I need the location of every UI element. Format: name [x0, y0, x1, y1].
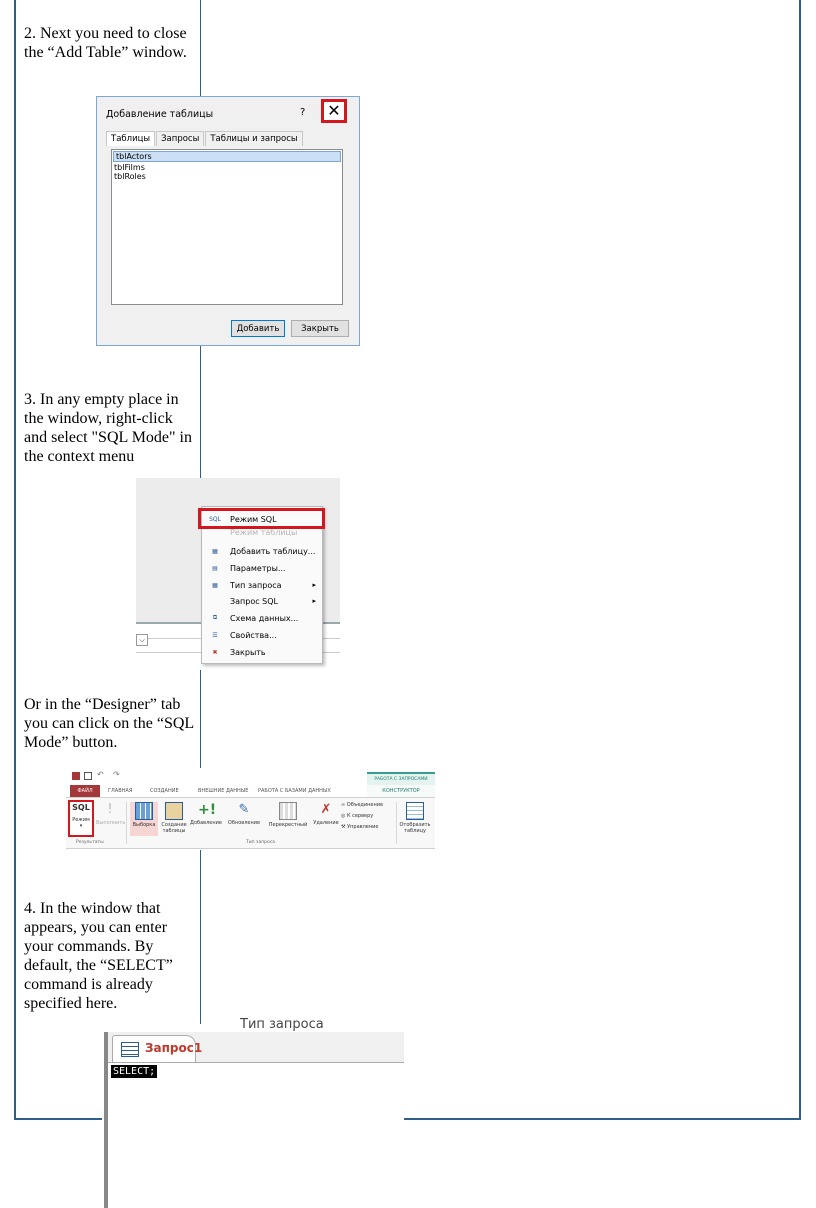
add-button[interactable]: Добавить [231, 320, 285, 337]
relationships-icon: ⧉ [212, 614, 218, 621]
show-table-button[interactable]: Отобразить таблицу [398, 802, 432, 834]
list-item[interactable]: tblActors [113, 151, 341, 162]
access-logo-icon [72, 772, 80, 780]
menu-item-sql-query[interactable]: Запрос SQL ▸ [230, 596, 316, 606]
redo-icon[interactable]: ↷ [113, 770, 120, 779]
list-item[interactable]: tblFilms [114, 163, 145, 172]
chevron-down-icon[interactable]: ⌵ [136, 634, 148, 646]
tab-query1[interactable]: Запрос1 [112, 1035, 196, 1062]
chevron-down-icon: ▾ [79, 823, 83, 829]
query-type-icon: ▦ [212, 581, 218, 589]
close-button[interactable]: Закрыть [291, 320, 349, 337]
quick-access-toolbar [66, 768, 435, 785]
step-2-text: 2. Next you need to close the “Add Table” window. [24, 25, 187, 61]
menu-item-parameters[interactable]: ▤ Параметры... [202, 560, 322, 576]
tab-tables-and-queries[interactable]: Таблицы и запросы [205, 131, 302, 146]
ribbon-tabs [66, 785, 435, 797]
exclamation-icon: ! [107, 802, 113, 817]
show-table-icon [406, 802, 424, 820]
run-button[interactable]: ! Выполнить [96, 802, 126, 826]
chevron-right-icon: ▸ [312, 581, 316, 589]
column-divider [200, 0, 201, 96]
crosstab-icon [279, 802, 297, 820]
page-frame-bottom [14, 1118, 102, 1120]
context-tab-label: РАБОТА С ЗАПРОСАМИ [367, 772, 435, 785]
list-item[interactable]: tblRoles [114, 172, 146, 181]
properties-icon: ☰ [212, 631, 218, 639]
step-3-text: 3. In any empty place in the window, right-click and select "SQL Mode" in the context menu [24, 391, 192, 465]
step-4-text: 4. In the window that appears, you can enter your commands. By default, the “SELECT” command is already specified here. [24, 900, 173, 1012]
page-frame-right [799, 0, 801, 1120]
tab-create[interactable]: СОЗДАНИЕ [150, 788, 179, 794]
select-query-icon [135, 802, 153, 820]
make-table-button[interactable]: Создание таблицы [160, 802, 188, 834]
menu-item-relationships[interactable]: ⧉ Схема данных... [202, 610, 322, 626]
crosstab-query-button[interactable]: Перекрестный [266, 802, 310, 828]
column-divider [200, 344, 201, 478]
column-divider [200, 668, 201, 768]
save-icon[interactable] [84, 772, 92, 780]
update-query-button[interactable]: ✎ Обновление [227, 802, 261, 826]
dialog-title: Добавление таблицы [106, 109, 214, 120]
page-frame-bottom [403, 1118, 801, 1120]
sql-icon: SQL [72, 803, 90, 812]
group-results-label: Результаты [76, 840, 104, 845]
add-table-dialog [96, 96, 360, 346]
query-icon [121, 1042, 139, 1057]
tab-queries[interactable]: Запросы [156, 131, 204, 146]
sql-editor-window [104, 1032, 404, 1208]
context-menu [201, 506, 323, 664]
menu-item-add-table[interactable]: ▦ Добавить таблицу... [202, 543, 322, 559]
sql-icon: SQL [209, 515, 221, 523]
append-query-button[interactable]: +! Добавление [190, 802, 222, 826]
help-icon[interactable]: ? [300, 107, 306, 118]
plus-icon: +! [198, 802, 217, 818]
make-table-icon [165, 802, 183, 820]
data-definition-button[interactable]: ⚒ Управление [341, 824, 379, 830]
union-icon: ∞ [341, 802, 347, 808]
pencil-icon: ✎ [238, 802, 250, 817]
menu-item-properties[interactable]: ☰ Свойства... [202, 627, 322, 643]
close-icon: ✖ [212, 648, 218, 656]
ribbon [66, 768, 435, 850]
menu-item-close[interactable]: ✖ Закрыть [202, 644, 322, 660]
query-type-caption: Тип запроса [240, 1017, 324, 1032]
page-frame-left [14, 0, 16, 1120]
union-query-button[interactable]: ∞ Объединение [341, 802, 384, 808]
menu-item-query-type[interactable]: ▦ Тип запроса ▸ [202, 577, 322, 593]
menu-item-datasheet-mode: Режим таблицы [202, 527, 322, 537]
column-divider [200, 848, 201, 1024]
document-tab-bar [108, 1032, 404, 1063]
undo-icon[interactable]: ↶ [97, 770, 104, 779]
chevron-right-icon: ▸ [312, 597, 316, 605]
globe-icon: ◎ [341, 813, 347, 819]
delete-icon: ✗ [320, 802, 332, 817]
dialog-tabs [106, 131, 304, 146]
tables-list [111, 149, 343, 305]
tab-home[interactable]: ГЛАВНАЯ [108, 788, 133, 794]
select-query-button[interactable]: Выборка [130, 802, 158, 836]
tab-file[interactable]: ФАЙЛ [70, 785, 100, 797]
highlight-box [198, 508, 325, 529]
sql-text-editor[interactable]: SELECT; [113, 1066, 156, 1077]
delete-query-button[interactable]: ✗ Удаление [313, 802, 339, 826]
menu-item-sql-mode[interactable]: SQL Режим SQL [209, 514, 277, 524]
tab-external-data[interactable]: ВНЕШНИЕ ДАННЫЕ [198, 788, 249, 794]
tab-database-tools[interactable]: РАБОТА С БАЗАМИ ДАННЫХ [258, 788, 331, 794]
table-icon: ▦ [212, 547, 218, 555]
manage-icon: ⚒ [341, 824, 348, 830]
close-icon[interactable]: ✕ [321, 99, 347, 123]
tab-designer[interactable]: КОНСТРУКТОР [367, 785, 435, 797]
sql-mode-button[interactable]: SQL Режим ▾ [68, 800, 94, 837]
pass-through-button[interactable]: ◎ К серверу [341, 813, 374, 819]
step-3b-text: Or in the “Designer” tab you can click on the “SQL Mode” button. [24, 696, 194, 751]
tab-tables[interactable]: Таблицы [106, 131, 155, 146]
ribbon-body [66, 797, 435, 849]
parameters-icon: ▤ [212, 564, 218, 572]
group-query-type-label: Тип запроса [246, 840, 275, 845]
